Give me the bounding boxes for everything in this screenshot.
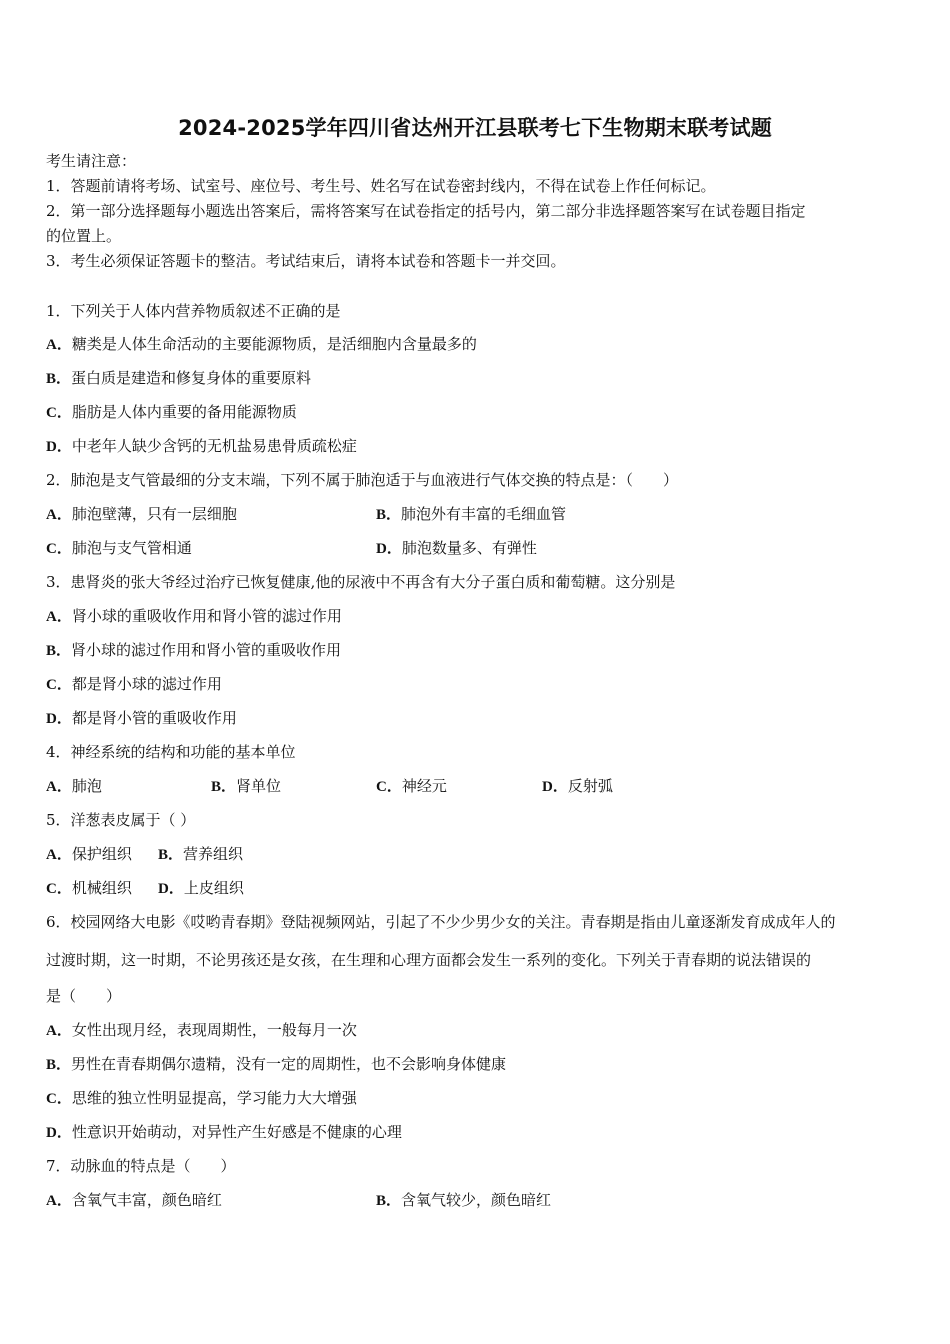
question-stem-6: 6．校园网络大电影《哎哟青春期》登陆视频网站，引起了不少少男少女的关注。青春期是指由儿童逐渐发育成成年人的: [46, 913, 836, 931]
option-text: 反射弧: [567, 777, 613, 795]
option-label: B．: [46, 1057, 72, 1073]
option-label: A．: [46, 609, 72, 625]
option-label: A．: [46, 337, 72, 353]
notice-heading: 考生请注意：: [46, 152, 137, 170]
option-4c: [376, 776, 447, 797]
option-text: 肺泡与支气管相通: [71, 539, 192, 557]
option-4d: [542, 776, 613, 797]
question-stem-6: 是（ ）: [46, 987, 122, 1005]
option-label: B．: [158, 847, 184, 863]
option-text: 思维的独立性明显提高，学习能力大大增强: [71, 1089, 357, 1107]
option-7b: [376, 1190, 551, 1211]
option-text: 都是肾小球的滤过作用: [71, 675, 222, 693]
option-1c: [46, 402, 297, 423]
option-label: D．: [158, 881, 184, 897]
option-2c: [46, 538, 192, 559]
option-3b: [46, 640, 341, 661]
question-stem-6: 过渡时期，这一时期，不论男孩还是女孩，在生理和心理方面都会发生一系列的变化。下列关于青春期的说法错误的: [46, 951, 812, 969]
option-text: 男性在青春期偶尔遗精，没有一定的周期性，也不会影响身体健康: [71, 1055, 507, 1073]
option-label: C．: [376, 779, 402, 795]
option-2a: [46, 504, 237, 525]
option-6a: [46, 1020, 357, 1041]
question-stem-7: 7．动脉血的特点是（ ）: [46, 1157, 236, 1175]
notice-item: 3．考生必须保证答题卡的整洁。考试结束后，请将本试卷和答题卡一并交回。: [46, 252, 566, 270]
option-7a: [46, 1190, 222, 1211]
option-label: C．: [46, 677, 72, 693]
option-text: 脂肪是人体内重要的备用能源物质: [71, 403, 297, 421]
option-text: 中老年人缺少含钙的无机盐易患骨质疏松症: [71, 437, 357, 455]
option-text: 含氧气较少，颜色暗红: [401, 1191, 552, 1209]
option-3c: [46, 674, 222, 695]
option-label: D．: [542, 779, 568, 795]
option-text: 都是肾小管的重吸收作用: [71, 709, 237, 727]
option-text: 上皮组织: [183, 879, 244, 897]
option-4b: [211, 776, 281, 797]
option-text: 肺泡壁薄，只有一层细胞: [71, 505, 237, 523]
option-5d: [158, 878, 244, 899]
option-label: C．: [46, 881, 72, 897]
option-text: 含氧气丰富，颜色暗红: [71, 1191, 222, 1209]
option-text: 性意识开始萌动，对异性产生好感是不健康的心理: [71, 1123, 402, 1141]
question-stem-4: 4．神经系统的结构和功能的基本单位: [46, 743, 296, 761]
option-label: A．: [46, 1193, 72, 1209]
option-text: 肾小球的滤过作用和肾小管的重吸收作用: [71, 641, 342, 659]
option-label: D．: [46, 439, 72, 455]
option-label: D．: [46, 711, 72, 727]
option-3d: [46, 708, 237, 729]
option-text: 神经元: [401, 777, 447, 795]
option-label: B．: [376, 1193, 402, 1209]
option-text: 糖类是人体生命活动的主要能源物质，是活细胞内含量最多的: [71, 335, 477, 353]
option-text: 女性出现月经，表现周期性，一般每月一次: [71, 1021, 357, 1039]
option-label: D．: [376, 541, 402, 557]
option-3a: [46, 606, 342, 627]
option-text: 肺泡数量多、有弹性: [401, 539, 537, 557]
option-label: B．: [46, 643, 72, 659]
question-stem-1: 1．下列关于人体内营养物质叙述不正确的是: [46, 302, 341, 320]
option-5a: [46, 844, 132, 865]
option-1d: [46, 436, 357, 457]
page-title: 2024-2025学年四川省达州开江县联考七下生物期末联考试题: [178, 116, 772, 140]
option-6c: [46, 1088, 357, 1109]
option-label: A．: [46, 1023, 72, 1039]
option-label: D．: [46, 1125, 72, 1141]
option-6d: [46, 1122, 402, 1143]
option-label: C．: [46, 1091, 72, 1107]
option-label: C．: [46, 405, 72, 421]
option-text: 机械组织: [71, 879, 132, 897]
option-label: A．: [46, 779, 72, 795]
option-label: B．: [376, 507, 402, 523]
option-text: 蛋白质是建造和修复身体的重要原料: [71, 369, 312, 387]
option-1a: [46, 334, 477, 355]
option-text: 肺泡外有丰富的毛细血管: [401, 505, 567, 523]
option-text: 肺泡: [71, 777, 102, 795]
question-stem-3: 3．患肾炎的张大爷经过治疗已恢复健康,他的尿液中不再含有大分子蛋白质和葡萄糖。这分别是: [46, 573, 676, 591]
option-2b: [376, 504, 566, 525]
option-label: B．: [211, 779, 237, 795]
question-stem-5: 5．洋葱表皮属于（ ）: [46, 811, 196, 829]
option-label: B．: [46, 371, 72, 387]
question-stem-2: 2．肺泡是支气管最细的分支末端，下列不属于肺泡适于与血液进行气体交换的特点是：（ ）: [46, 471, 679, 489]
option-5c: [46, 878, 132, 899]
notice-item: 1．答题前请将考场、试室号、座位号、考生号、姓名写在试卷密封线内，不得在试卷上作任何标记。: [46, 177, 716, 195]
option-6b: [46, 1054, 506, 1075]
option-label: A．: [46, 847, 72, 863]
option-text: 肾小球的重吸收作用和肾小管的滤过作用: [71, 607, 342, 625]
option-4a: [46, 776, 102, 797]
option-1b: [46, 368, 311, 389]
option-5b: [158, 844, 243, 865]
option-2d: [376, 538, 537, 559]
option-text: 肾单位: [236, 777, 282, 795]
option-text: 营养组织: [183, 845, 244, 863]
option-label: A．: [46, 507, 72, 523]
option-text: 保护组织: [71, 845, 132, 863]
option-label: C．: [46, 541, 72, 557]
notice-item: 的位置上。: [46, 227, 122, 245]
notice-item: 2．第一部分选择题每小题选出答案后，需将答案写在试卷指定的括号内，第二部分非选择题答案写在试卷题目指定: [46, 202, 806, 220]
